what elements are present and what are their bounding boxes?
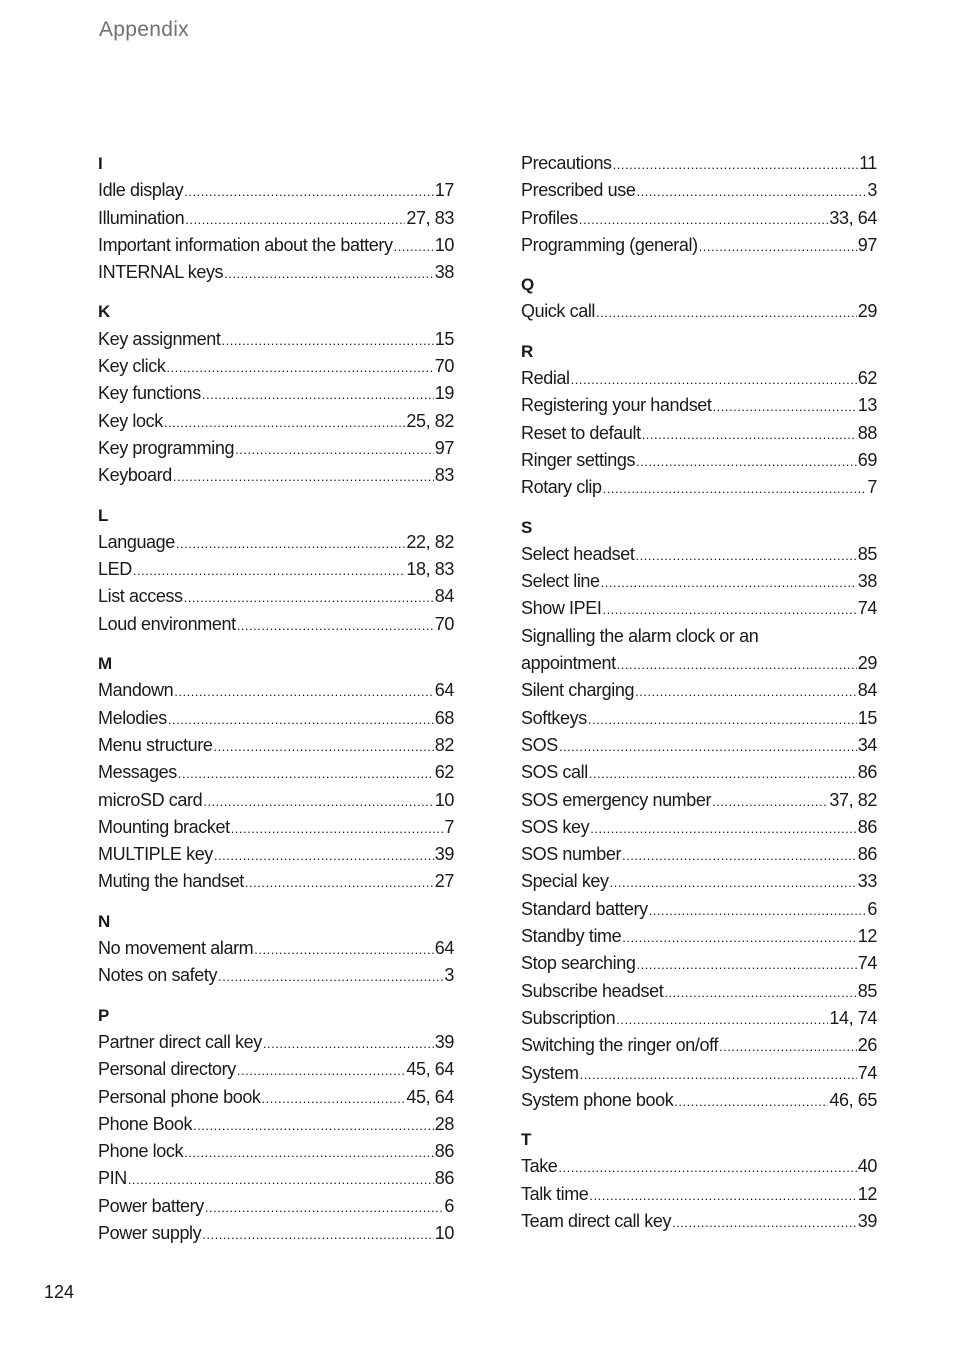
index-page-ref: 33, 64 xyxy=(829,207,877,228)
dot-leader xyxy=(394,233,434,260)
index-term: Take xyxy=(521,1156,558,1177)
index-letter-heading: M xyxy=(98,654,113,674)
dot-leader xyxy=(610,869,857,896)
index-term: Muting the handset xyxy=(98,871,244,892)
index-page-ref: 39 xyxy=(434,1031,454,1052)
index-entry xyxy=(98,353,454,380)
index-group xyxy=(521,1126,877,1235)
index-page-ref: 17 xyxy=(434,180,454,201)
index-term: SOS emergency number xyxy=(521,789,712,810)
index-term: Phone lock xyxy=(98,1141,184,1162)
index-term: Melodies xyxy=(98,707,167,728)
dot-leader xyxy=(185,206,405,233)
index-page-ref: 10 xyxy=(434,234,454,255)
index-term: Power supply xyxy=(98,1222,202,1243)
dot-leader xyxy=(178,760,434,787)
dot-leader xyxy=(636,951,856,978)
index-term: appointment xyxy=(521,653,616,674)
dot-leader xyxy=(235,436,434,463)
index-term: Select line xyxy=(521,571,600,592)
index-page-ref: 11 xyxy=(859,153,877,173)
index-entry xyxy=(521,474,877,501)
index-entry xyxy=(98,1193,454,1220)
index-page-ref: 40 xyxy=(857,1156,877,1177)
dot-leader xyxy=(613,151,858,178)
dot-leader xyxy=(635,542,856,569)
index-term: Prescribed use xyxy=(521,180,636,201)
index-entry xyxy=(98,868,454,895)
index-page-ref: 69 xyxy=(857,449,877,470)
dot-leader xyxy=(571,366,857,393)
dot-leader xyxy=(203,788,434,815)
index-entry xyxy=(521,447,877,474)
index-term: Notes on safety xyxy=(98,965,218,986)
dot-leader xyxy=(263,1030,434,1057)
index-entry xyxy=(98,380,454,407)
index-term: Power battery xyxy=(98,1195,204,1216)
index-group xyxy=(521,514,877,1115)
dot-leader xyxy=(713,393,857,420)
dot-leader xyxy=(672,1209,857,1236)
index-entry xyxy=(521,896,877,923)
index-entry xyxy=(98,529,454,556)
dot-leader xyxy=(617,651,857,678)
index-letter-heading: I xyxy=(98,154,103,173)
dot-leader xyxy=(128,1166,434,1193)
dot-leader xyxy=(202,381,434,408)
dot-leader xyxy=(254,936,434,963)
index-page-ref: 27 xyxy=(434,871,454,892)
dot-leader xyxy=(616,1006,828,1033)
index-page-ref: 28 xyxy=(434,1113,454,1134)
index-term: Reset to default xyxy=(521,422,641,443)
index-entry xyxy=(521,420,877,447)
index-entry xyxy=(521,787,877,814)
index-term: Quick call xyxy=(521,301,596,322)
index-letter-heading: P xyxy=(98,1005,110,1025)
index-entry xyxy=(521,1153,877,1180)
dot-leader xyxy=(184,584,434,611)
index-group xyxy=(98,1002,454,1248)
dot-leader xyxy=(664,979,856,1006)
index-page-ref: 86 xyxy=(434,1141,454,1162)
index-entry xyxy=(521,623,877,650)
index-page-ref: 18, 83 xyxy=(406,559,454,580)
index-term: List access xyxy=(98,586,183,607)
index-page-ref: 37, 82 xyxy=(829,789,877,810)
index-term: Subscribe headset xyxy=(521,980,664,1001)
dot-leader xyxy=(205,1194,444,1221)
index-term: Key lock xyxy=(98,410,163,431)
dot-leader xyxy=(636,178,866,205)
index-page-ref: 38 xyxy=(857,571,877,592)
dot-leader xyxy=(596,299,857,326)
index-entry xyxy=(521,732,877,759)
index-page-ref: 86 xyxy=(434,1168,454,1189)
index-entry xyxy=(98,759,454,786)
index-entry xyxy=(98,677,454,704)
index-entry xyxy=(98,462,454,489)
index-page-ref: 74 xyxy=(857,953,877,974)
index-page-ref: 46, 65 xyxy=(829,1089,877,1110)
dot-leader xyxy=(635,678,857,705)
index-page-ref: 10 xyxy=(434,789,454,810)
dot-leader xyxy=(699,233,857,260)
index-page-ref: 85 xyxy=(857,543,877,564)
index-page-ref: 39 xyxy=(857,1210,877,1231)
index-entry xyxy=(98,177,454,204)
index-entry xyxy=(521,232,877,259)
dot-leader xyxy=(622,924,857,951)
index-entry xyxy=(521,568,877,595)
index-page-ref: 29 xyxy=(857,653,877,674)
dot-leader xyxy=(231,815,444,842)
index-term: Important information about the battery xyxy=(98,234,393,255)
dot-leader xyxy=(559,733,857,760)
index-group xyxy=(98,298,454,489)
index-page-ref: 64 xyxy=(434,680,454,701)
index-term: Select headset xyxy=(521,543,635,564)
index-entry xyxy=(521,1060,877,1087)
index-term: PIN xyxy=(98,1168,127,1189)
index-entry xyxy=(98,787,454,814)
index-term: Show IPEI xyxy=(521,598,602,619)
index-term: Talk time xyxy=(521,1183,589,1204)
index-page-ref: 97 xyxy=(434,437,454,458)
dot-leader xyxy=(649,897,867,924)
index-entry xyxy=(98,841,454,868)
index-page-ref: 84 xyxy=(434,586,454,607)
index-page-ref: 26 xyxy=(857,1035,877,1056)
index-page-ref: 10 xyxy=(434,1222,454,1243)
index-page-ref: 29 xyxy=(857,301,877,322)
dot-leader xyxy=(237,1057,405,1084)
index-page-ref: 74 xyxy=(857,1062,877,1083)
index-term: Phone Book xyxy=(98,1113,193,1134)
index-term: Registering your handset xyxy=(521,395,712,416)
index-page-ref: 33 xyxy=(857,871,877,892)
dot-leader xyxy=(262,1085,406,1112)
index-page-ref: 13 xyxy=(857,395,877,416)
index-entry xyxy=(521,177,877,204)
index-entry xyxy=(521,841,877,868)
index-entry xyxy=(98,1056,454,1083)
index-entry xyxy=(521,365,877,392)
index-term: System xyxy=(521,1062,579,1083)
index-entry xyxy=(98,1029,454,1056)
index-page-ref: 68 xyxy=(434,707,454,728)
dot-leader xyxy=(184,1139,434,1166)
index-group xyxy=(98,150,454,286)
index-page-ref: 86 xyxy=(857,844,877,865)
section-header: Appendix xyxy=(99,18,189,41)
index-term: Menu structure xyxy=(98,734,213,755)
dot-leader xyxy=(603,475,867,502)
index-term: SOS key xyxy=(521,816,590,837)
index-page-ref: 27, 83 xyxy=(406,207,454,228)
index-term: Keyboard xyxy=(98,465,172,486)
index-term: LED xyxy=(98,559,132,580)
index-term: Rotary clip xyxy=(521,477,602,498)
dot-leader xyxy=(174,678,434,705)
index-term: Standard battery xyxy=(521,898,648,919)
dot-leader xyxy=(214,842,434,869)
index-entry xyxy=(521,650,877,677)
index-entry xyxy=(98,1084,454,1111)
dot-leader xyxy=(588,706,857,733)
dot-leader xyxy=(674,1088,828,1115)
index-term: Special key xyxy=(521,871,609,892)
dot-leader xyxy=(642,421,857,448)
index-entry xyxy=(521,1005,877,1032)
index-term: Key click xyxy=(98,356,166,377)
index-entry xyxy=(98,935,454,962)
index-entry xyxy=(521,595,877,622)
index-term: INTERNAL keys xyxy=(98,262,224,283)
index-term: Redial xyxy=(521,368,570,389)
index-term: Language xyxy=(98,531,175,552)
dot-leader xyxy=(590,815,857,842)
index-page-ref: 39 xyxy=(434,844,454,865)
index-entry xyxy=(521,950,877,977)
index-letter-heading: T xyxy=(521,1130,532,1150)
index-entry xyxy=(521,677,877,704)
index-entry xyxy=(98,1138,454,1165)
index-group xyxy=(521,271,877,326)
index-entry xyxy=(98,435,454,462)
index-page-ref: 38 xyxy=(434,262,454,283)
dot-leader xyxy=(245,869,434,896)
index-page-ref: 12 xyxy=(857,1183,877,1204)
dot-leader xyxy=(168,706,434,733)
index-term: SOS call xyxy=(521,762,588,783)
index-entry xyxy=(98,232,454,259)
dot-leader xyxy=(218,963,443,990)
dot-leader xyxy=(237,612,434,639)
index-page-ref: 70 xyxy=(434,356,454,377)
index-term: Subscription xyxy=(521,1007,616,1028)
index-entry xyxy=(98,962,454,989)
dot-leader xyxy=(193,1112,434,1139)
dot-leader xyxy=(213,733,433,760)
index-page-ref: 64 xyxy=(434,938,454,959)
index-entry xyxy=(98,814,454,841)
index-letter-heading: S xyxy=(521,517,533,537)
index-term: Ringer settings xyxy=(521,449,636,470)
index-page-ref: 14, 74 xyxy=(829,1007,877,1028)
index-term: System phone book xyxy=(521,1089,674,1110)
index-page-ref: 25, 82 xyxy=(406,410,454,431)
index-term: Illumination xyxy=(98,207,185,228)
index-entry xyxy=(521,868,877,895)
index-page-ref: 62 xyxy=(857,368,877,389)
index-entry xyxy=(521,1032,877,1059)
index-page-ref: 83 xyxy=(434,465,454,486)
index-page-ref: 7 xyxy=(867,477,877,498)
dot-leader xyxy=(176,530,405,557)
dot-leader xyxy=(184,178,434,205)
index-page-ref: 84 xyxy=(857,680,877,701)
index-term: Partner direct call key xyxy=(98,1031,262,1052)
dot-leader xyxy=(579,206,829,233)
index-term: Silent charging xyxy=(521,680,635,701)
index-entry xyxy=(521,759,877,786)
index-term: MULTIPLE key xyxy=(98,844,213,865)
index-entry xyxy=(98,326,454,353)
dot-leader xyxy=(133,557,406,584)
index-term: Personal directory xyxy=(98,1059,236,1080)
dot-leader xyxy=(580,1061,857,1088)
index-page-ref: 3 xyxy=(444,965,454,986)
index-entry xyxy=(98,705,454,732)
index-entry xyxy=(521,150,877,177)
dot-leader xyxy=(712,788,828,815)
index-letter-heading: K xyxy=(98,302,111,322)
index-term: Key functions xyxy=(98,383,201,404)
index-entry xyxy=(98,556,454,583)
index-entry xyxy=(521,978,877,1005)
index-page-ref: 3 xyxy=(867,180,877,201)
index-term: SOS xyxy=(521,734,558,755)
index-term: Programming (general) xyxy=(521,234,698,255)
page-number: 124 xyxy=(44,1282,75,1302)
index-letter-heading: N xyxy=(98,911,111,931)
index-page-ref: 45, 64 xyxy=(406,1059,454,1080)
index-entry xyxy=(521,1181,877,1208)
index-term: microSD card xyxy=(98,789,203,810)
index-term: Signalling the alarm clock or an xyxy=(521,625,759,646)
index-term: Messages xyxy=(98,762,177,783)
dot-leader xyxy=(589,760,857,787)
index-page-ref: 15 xyxy=(857,707,877,728)
index-entry xyxy=(521,1208,877,1235)
index-page-ref: 15 xyxy=(434,328,454,349)
index-page-ref: 12 xyxy=(857,926,877,947)
index-entry xyxy=(521,1087,877,1114)
index-group xyxy=(98,502,454,638)
index-entry xyxy=(98,1111,454,1138)
index-page-ref: 45, 64 xyxy=(406,1086,454,1107)
index-term: Softkeys xyxy=(521,707,587,728)
dot-leader xyxy=(173,463,434,490)
index-term: Stop searching xyxy=(521,953,636,974)
index-page-ref: 19 xyxy=(434,383,454,404)
index-entry xyxy=(98,1165,454,1192)
index-page-ref: 22, 82 xyxy=(406,531,454,552)
dot-leader xyxy=(558,1154,856,1181)
index-page-ref: 7 xyxy=(444,816,454,837)
index-entry xyxy=(98,611,454,638)
index-page-ref: 70 xyxy=(434,613,454,634)
index-page-ref: 6 xyxy=(867,898,877,919)
dot-leader xyxy=(221,327,433,354)
dot-leader xyxy=(589,1182,856,1209)
dot-leader xyxy=(622,842,857,869)
index-group xyxy=(521,338,877,502)
index-term: No movement alarm xyxy=(98,938,254,959)
index-letter-heading: L xyxy=(98,505,109,525)
index-entry xyxy=(98,732,454,759)
index-term: Standby time xyxy=(521,926,622,947)
index-entry xyxy=(98,205,454,232)
index-entry xyxy=(521,541,877,568)
dot-leader xyxy=(166,354,433,381)
index-term: Switching the ringer on/off xyxy=(521,1035,718,1056)
index-entry xyxy=(98,583,454,610)
index-term: Key assignment xyxy=(98,328,221,349)
index-term: Key programming xyxy=(98,437,235,458)
index-page-ref: 82 xyxy=(434,734,454,755)
index-entry xyxy=(521,705,877,732)
index-group xyxy=(521,150,877,259)
index-page-ref: 88 xyxy=(857,422,877,443)
index-term: Loud environment xyxy=(98,613,236,634)
index-term: Team direct call key xyxy=(521,1210,672,1231)
index-column-right xyxy=(521,150,877,1247)
index-term: Precautions xyxy=(521,153,612,173)
dot-leader xyxy=(719,1033,857,1060)
index-page-ref: 86 xyxy=(857,816,877,837)
index-column-left xyxy=(98,150,454,1259)
index-term: Mandown xyxy=(98,680,174,701)
index-term: Profiles xyxy=(521,207,578,228)
index-page-ref: 62 xyxy=(434,762,454,783)
dot-leader xyxy=(164,409,406,436)
index-letter-heading: R xyxy=(521,341,534,361)
index-entry xyxy=(521,392,877,419)
index-entry xyxy=(98,408,454,435)
index-group xyxy=(98,908,454,990)
index-term: Personal phone book xyxy=(98,1086,261,1107)
dot-leader xyxy=(202,1221,434,1248)
index-term: Idle display xyxy=(98,180,184,201)
index-page-ref: 34 xyxy=(857,734,877,755)
index-term: Mounting bracket xyxy=(98,816,230,837)
index-entry xyxy=(521,298,877,325)
index-entry xyxy=(521,923,877,950)
index-page-ref: 86 xyxy=(857,762,877,783)
index-page-ref: 85 xyxy=(857,980,877,1001)
index-entry xyxy=(98,1220,454,1247)
index-page-ref: 97 xyxy=(857,234,877,255)
index-entry xyxy=(521,205,877,232)
index-letter-heading: Q xyxy=(521,275,535,295)
index-group xyxy=(98,650,454,896)
index-page-ref: 74 xyxy=(857,598,877,619)
dot-leader xyxy=(636,448,857,475)
index-term: SOS number xyxy=(521,844,622,865)
index-page-ref: 6 xyxy=(444,1195,454,1216)
dot-leader xyxy=(601,569,857,596)
dot-leader xyxy=(602,596,856,623)
index-entry xyxy=(521,814,877,841)
dot-leader xyxy=(224,260,434,287)
index-entry xyxy=(98,259,454,286)
